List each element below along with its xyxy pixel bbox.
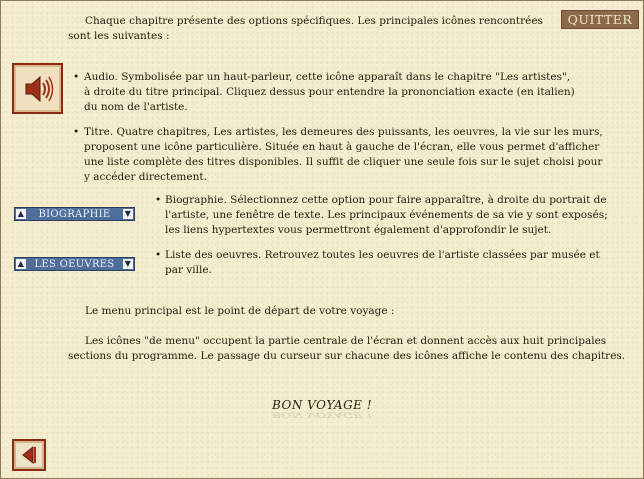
les-oeuvres-button-label: LES OEUVRES [34, 258, 115, 270]
intro-line-2: sont les suivantes : [68, 30, 170, 42]
titre-text-2: proposent une icône particulière. Située en haut à gauche de l'écran, elle vous permet d'afficher [84, 141, 600, 153]
quit-button[interactable]: QUITTER [561, 10, 639, 29]
up-arrow-icon: ▲ [17, 209, 25, 218]
audio-text-2: à droite du titre principal. Cliquez dessus pour entendre la prononciation exacte (en italien) [84, 86, 575, 98]
titre-text-3: une liste complète des titres disponibles. Il suffit de cliquer une seule fois sur le sujet choisi pour [84, 156, 603, 168]
biographie-button-label: BIOGRAPHIE [38, 208, 111, 220]
bon-voyage-reflection: BON VOYAGE ! [271, 410, 373, 420]
audio-speaker-button[interactable] [12, 63, 63, 114]
audio-text-3: du nom de l'artiste. [84, 101, 188, 113]
biographie-text-3: les liens hypertextes vous permettront également d'approfondir le sujet. [165, 224, 552, 236]
menu-para-1: Les icônes "de menu" occupent la partie centrale de l'écran et donnent accès aux huit principales [85, 335, 607, 347]
biographie-text-1: Biographie. Sélectionnez cette option pour faire apparaître, à droite du portrait de [165, 194, 607, 206]
down-arrow-icon: ▼ [124, 259, 132, 268]
bullet-dot: • [73, 126, 80, 138]
les-oeuvres-button[interactable] [14, 257, 135, 271]
titre-text-4: y accéder directement. [84, 171, 207, 183]
intro-line-1: Chaque chapitre présente des options spécifiques. Les principales icônes rencontrées [85, 15, 543, 27]
menu-intro: Le menu principal est le point de départ de votre voyage : [85, 305, 395, 317]
audio-text-1: Audio. Symbolisée par un haut-parleur, cette icône apparaît dans le chapitre "Les artistes", [84, 71, 571, 83]
biographie-button[interactable] [14, 207, 135, 221]
bullet-dot: • [155, 249, 162, 261]
back-button[interactable] [12, 439, 46, 471]
bullet-dot: • [155, 194, 162, 206]
oeuvres-text-2: par ville. [165, 264, 212, 276]
back-arrow-icon [20, 445, 38, 465]
menu-para-2: sections du programme. Le passage du curseur sur chacune des icônes affiche le contenu des chapitres. [68, 350, 626, 362]
biographie-text-2: l'artiste, une fenêtre de texte. Les principaux événements de sa vie y sont exposés; [165, 209, 608, 221]
up-arrow-icon: ▲ [17, 259, 25, 268]
titre-text-1: Titre. Quatre chapitres, Les artistes, les demeures des puissants, les oeuvres, la vie sur les murs, [84, 126, 603, 138]
bon-voyage-text: BON VOYAGE ! [271, 398, 373, 412]
down-arrow-icon: ▼ [124, 209, 132, 218]
speaker-icon [21, 72, 55, 106]
bullet-dot: • [73, 71, 80, 83]
oeuvres-text-1: Liste des oeuvres. Retrouvez toutes les oeuvres de l'artiste classées par musée et [165, 249, 600, 261]
